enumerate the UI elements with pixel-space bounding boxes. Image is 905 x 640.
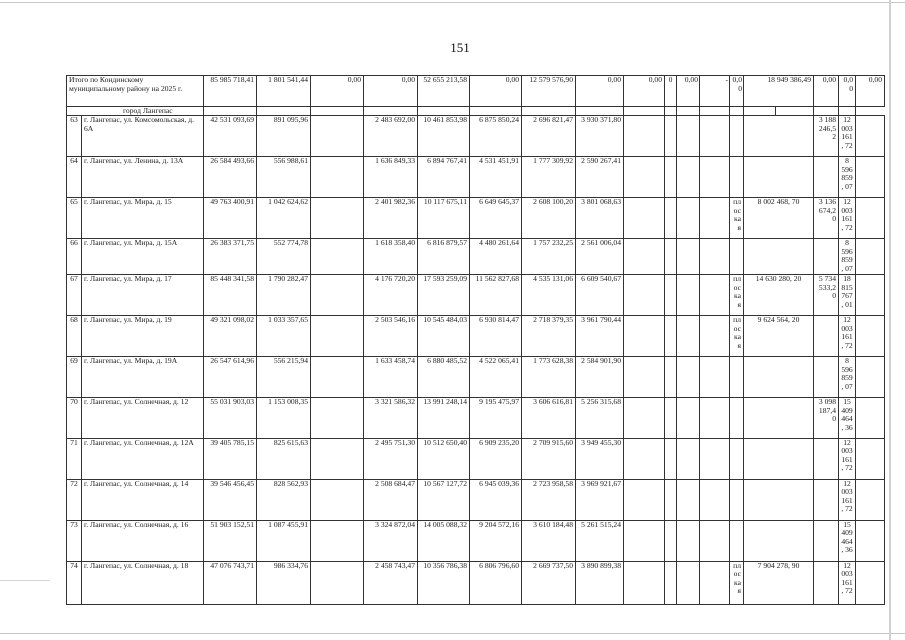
row-cell-v4: 10 567 127,72 bbox=[418, 479, 470, 520]
row-cell-v4: 14 005 088,32 bbox=[418, 520, 470, 561]
empty-cell bbox=[665, 239, 677, 275]
scan-edge-top bbox=[0, 2, 905, 3]
row-cell-v2: 891 095,96 bbox=[257, 116, 311, 157]
row-cell-v6: 2 709 915,60 bbox=[522, 438, 576, 479]
empty-cell bbox=[856, 157, 885, 198]
row-cell-v6: 2 608 100,20 bbox=[522, 198, 576, 239]
row-cell-v5: 6 930 814,47 bbox=[470, 316, 522, 357]
empty-cell bbox=[700, 275, 730, 316]
empty-cell bbox=[665, 479, 677, 520]
row-cell-v9: 15 409 464, 36 bbox=[839, 520, 856, 561]
empty-cell bbox=[665, 198, 677, 239]
row-cell-addr: г. Лангепас, ул. Солнечная, д. 16 bbox=[82, 520, 204, 561]
table-body bbox=[67, 116, 885, 605]
row-cell-v3: 2 503 546,16 bbox=[364, 316, 418, 357]
row-cell-unit: плос кая bbox=[730, 275, 744, 316]
empty-cell bbox=[856, 561, 885, 604]
empty-cell bbox=[700, 438, 730, 479]
row-cell-v1: 85 448 341,58 bbox=[204, 275, 257, 316]
row-cell-v2: 1 042 624,62 bbox=[257, 198, 311, 239]
row-cell-v4: 17 593 259,09 bbox=[418, 275, 470, 316]
empty-cell bbox=[624, 157, 665, 198]
row-cell-v7: 2 561 006,04 bbox=[576, 239, 624, 275]
empty-cell bbox=[311, 398, 364, 439]
row-cell-v1: 26 547 614,96 bbox=[204, 357, 257, 398]
empty-cell bbox=[311, 357, 364, 398]
row-cell-num: 70 bbox=[67, 398, 82, 439]
empty-cell bbox=[665, 157, 677, 198]
row-cell-v7: 3 949 455,30 bbox=[576, 438, 624, 479]
row-cell-v3: 1 633 458,74 bbox=[364, 357, 418, 398]
row-cell-v1: 39 405 785,15 bbox=[204, 438, 257, 479]
table-row bbox=[67, 198, 885, 239]
table-row bbox=[67, 116, 885, 157]
empty-cell bbox=[677, 357, 700, 398]
row-cell-v9: 8 596 859, 07 bbox=[839, 157, 856, 198]
section-header-row bbox=[67, 106, 885, 116]
row-cell-v8 bbox=[814, 438, 839, 479]
total-cell: 85 985 718,41 bbox=[204, 76, 257, 107]
row-cell-v2: 556 988,61 bbox=[257, 157, 311, 198]
row-cell-v6: 2 696 821,47 bbox=[522, 116, 576, 157]
empty-cell bbox=[677, 316, 700, 357]
row-cell-area: 8 002 468, 70 bbox=[744, 198, 814, 239]
table-row bbox=[67, 357, 885, 398]
empty-cell bbox=[856, 275, 885, 316]
empty-cell bbox=[677, 239, 700, 275]
row-cell-v4: 13 991 248,14 bbox=[418, 398, 470, 439]
empty-cell bbox=[311, 157, 364, 198]
total-cell: 12 579 576,90 bbox=[522, 76, 576, 107]
empty-cell bbox=[665, 116, 677, 157]
row-cell-v2: 825 615,63 bbox=[257, 438, 311, 479]
empty-cell bbox=[311, 239, 364, 275]
row-cell-v3: 2 483 692,00 bbox=[364, 116, 418, 157]
row-cell-addr: г. Лангепас, ул. Ленина, д. 13А bbox=[82, 157, 204, 198]
row-cell-addr: г. Лангепас, ул. Мира, д. 15А bbox=[82, 239, 204, 275]
row-cell-unit bbox=[730, 157, 744, 198]
empty-cell bbox=[700, 357, 730, 398]
row-cell-v2: 556 215,94 bbox=[257, 357, 311, 398]
row-cell-v5: 6 945 039,36 bbox=[470, 479, 522, 520]
row-cell-v8: 3 136 674,20 bbox=[814, 198, 839, 239]
empty-cell bbox=[311, 479, 364, 520]
row-cell-area bbox=[744, 157, 814, 198]
row-cell-area bbox=[744, 398, 814, 439]
empty-cell bbox=[856, 316, 885, 357]
empty-cell bbox=[624, 198, 665, 239]
row-cell-v8 bbox=[814, 520, 839, 561]
row-cell-v9: 12 003 161, 72 bbox=[839, 438, 856, 479]
row-cell-num: 64 bbox=[67, 157, 82, 198]
row-cell-v5: 6 875 850,24 bbox=[470, 116, 522, 157]
total-cell: 1 801 541,44 bbox=[257, 76, 311, 107]
row-cell-v1: 26 584 493,66 bbox=[204, 157, 257, 198]
row-cell-v7: 3 801 068,63 bbox=[576, 198, 624, 239]
row-cell-v1: 26 383 371,75 bbox=[204, 239, 257, 275]
row-cell-v4: 6 816 879,57 bbox=[418, 239, 470, 275]
row-cell-v1: 49 321 098,02 bbox=[204, 316, 257, 357]
row-cell-v5: 6 806 796,60 bbox=[470, 561, 522, 604]
row-cell-v1: 49 763 400,91 bbox=[204, 198, 257, 239]
row-cell-v9: 8 596 859, 07 bbox=[839, 239, 856, 275]
row-cell-v1: 42 531 093,69 bbox=[204, 116, 257, 157]
empty-cell bbox=[311, 438, 364, 479]
row-cell-v1: 55 031 903,03 bbox=[204, 398, 257, 439]
row-cell-v6: 1 777 309,92 bbox=[522, 157, 576, 198]
empty-cell bbox=[624, 438, 665, 479]
row-cell-v7: 5 256 315,68 bbox=[576, 398, 624, 439]
row-cell-v2: 1 153 008,35 bbox=[257, 398, 311, 439]
empty-cell bbox=[665, 275, 677, 316]
total-cell: 0,00 bbox=[470, 76, 522, 107]
empty-cell bbox=[856, 357, 885, 398]
empty-cell bbox=[677, 275, 700, 316]
empty-cell bbox=[677, 479, 700, 520]
row-cell-v4: 6 880 485,52 bbox=[418, 357, 470, 398]
row-cell-v6: 4 535 131,06 bbox=[522, 275, 576, 316]
row-cell-unit bbox=[730, 398, 744, 439]
table-row bbox=[67, 479, 885, 520]
row-cell-addr: г. Лангепас, ул. Мира, д. 15 bbox=[82, 198, 204, 239]
empty-cell bbox=[311, 561, 364, 604]
row-cell-unit bbox=[730, 239, 744, 275]
row-cell-unit bbox=[730, 357, 744, 398]
row-cell-v3: 2 508 684,47 bbox=[364, 479, 418, 520]
row-cell-v8 bbox=[814, 157, 839, 198]
row-cell-v1: 39 546 456,45 bbox=[204, 479, 257, 520]
row-cell-v1: 51 903 152,51 bbox=[204, 520, 257, 561]
row-cell-v9: 12 003 161, 72 bbox=[839, 561, 856, 604]
row-cell-num: 66 bbox=[67, 239, 82, 275]
empty-cell bbox=[700, 398, 730, 439]
row-cell-unit bbox=[730, 438, 744, 479]
row-cell-v6: 2 669 737,50 bbox=[522, 561, 576, 604]
scan-mark-left bbox=[0, 580, 50, 581]
row-cell-v2: 1 790 282,47 bbox=[257, 275, 311, 316]
row-cell-v6: 2 723 958,58 bbox=[522, 479, 576, 520]
row-cell-v1: 47 076 743,71 bbox=[204, 561, 257, 604]
row-cell-area bbox=[744, 357, 814, 398]
empty-cell bbox=[856, 239, 885, 275]
total-cell: 18 949 386,49 bbox=[744, 76, 814, 107]
row-cell-v5: 6 909 235,20 bbox=[470, 438, 522, 479]
row-cell-v4: 6 894 767,41 bbox=[418, 157, 470, 198]
empty-cell bbox=[677, 438, 700, 479]
row-cell-area: 9 624 564, 20 bbox=[744, 316, 814, 357]
row-cell-v8: 3 188 246,52 bbox=[814, 116, 839, 157]
empty-cell bbox=[624, 116, 665, 157]
empty-cell bbox=[311, 198, 364, 239]
row-cell-v2: 1 087 455,91 bbox=[257, 520, 311, 561]
empty-cell bbox=[665, 438, 677, 479]
row-cell-addr: г. Лангепас, ул. Солнечная, д. 18 bbox=[82, 561, 204, 604]
row-cell-v7: 3 969 921,67 bbox=[576, 479, 624, 520]
row-cell-v3: 4 176 720,20 bbox=[364, 275, 418, 316]
row-cell-unit bbox=[730, 479, 744, 520]
row-cell-v7: 6 609 540,67 bbox=[576, 275, 624, 316]
row-cell-v6: 1 757 232,25 bbox=[522, 239, 576, 275]
row-cell-v6: 1 773 628,38 bbox=[522, 357, 576, 398]
table-row bbox=[67, 239, 885, 275]
row-cell-addr: г. Лангепас, ул. Солнечная, д. 14 bbox=[82, 479, 204, 520]
row-cell-addr: г. Лангепас, ул. Солнечная, д. 12 bbox=[82, 398, 204, 439]
page-number: 151 bbox=[450, 40, 470, 55]
row-cell-v4: 10 461 853,98 bbox=[418, 116, 470, 157]
row-cell-v4: 10 545 484,03 bbox=[418, 316, 470, 357]
row-cell-v3: 3 321 586,32 bbox=[364, 398, 418, 439]
total-cell: 0,00 bbox=[364, 76, 418, 107]
row-cell-v7: 2 584 901,90 bbox=[576, 357, 624, 398]
row-cell-v8: 5 734 533,20 bbox=[814, 275, 839, 316]
row-cell-v9: 12 003 161, 72 bbox=[839, 116, 856, 157]
scan-edge-right bbox=[889, 0, 891, 640]
empty-cell bbox=[665, 316, 677, 357]
row-cell-area bbox=[744, 239, 814, 275]
row-cell-v3: 1 636 849,33 bbox=[364, 157, 418, 198]
total-cell: 0,00 bbox=[814, 76, 839, 107]
row-cell-v4: 10 356 786,38 bbox=[418, 561, 470, 604]
row-cell-v9: 12 003 161, 72 bbox=[839, 198, 856, 239]
total-cell: 0,00 bbox=[730, 76, 744, 107]
row-cell-v5: 6 649 645,37 bbox=[470, 198, 522, 239]
row-cell-v7: 2 590 267,41 bbox=[576, 157, 624, 198]
table-row bbox=[67, 520, 885, 561]
empty-cell bbox=[311, 275, 364, 316]
row-cell-v7: 3 890 899,38 bbox=[576, 561, 624, 604]
row-cell-num: 65 bbox=[67, 198, 82, 239]
row-cell-num: 63 bbox=[67, 116, 82, 157]
row-cell-v6: 3 606 616,81 bbox=[522, 398, 576, 439]
row-cell-v8 bbox=[814, 239, 839, 275]
empty-cell bbox=[677, 520, 700, 561]
row-cell-v4: 10 512 650,40 bbox=[418, 438, 470, 479]
row-cell-v8: 3 098 187,40 bbox=[814, 398, 839, 439]
row-cell-num: 74 bbox=[67, 561, 82, 604]
row-cell-v2: 986 334,76 bbox=[257, 561, 311, 604]
row-cell-v5: 4 531 451,91 bbox=[470, 157, 522, 198]
empty-cell bbox=[700, 239, 730, 275]
empty-cell bbox=[665, 357, 677, 398]
row-cell-num: 67 bbox=[67, 275, 82, 316]
empty-cell bbox=[700, 116, 730, 157]
empty-cell bbox=[665, 520, 677, 561]
total-cell: 0,00 bbox=[677, 76, 700, 107]
row-cell-area: 7 904 278, 90 bbox=[744, 561, 814, 604]
row-cell-v8 bbox=[814, 561, 839, 604]
empty-cell bbox=[677, 198, 700, 239]
empty-cell bbox=[624, 316, 665, 357]
empty-cell bbox=[624, 561, 665, 604]
row-cell-v9: 15 409 464, 36 bbox=[839, 398, 856, 439]
row-cell-v2: 552 774,78 bbox=[257, 239, 311, 275]
row-cell-area bbox=[744, 479, 814, 520]
table-row bbox=[67, 398, 885, 439]
row-cell-area bbox=[744, 438, 814, 479]
row-cell-v6: 2 718 379,35 bbox=[522, 316, 576, 357]
row-cell-addr: г. Лангепас, ул. Мира, д. 19 bbox=[82, 316, 204, 357]
empty-cell bbox=[856, 398, 885, 439]
empty-cell bbox=[677, 116, 700, 157]
total-cell: 0,00 bbox=[311, 76, 364, 107]
empty-cell bbox=[856, 198, 885, 239]
row-cell-v3: 1 618 358,40 bbox=[364, 239, 418, 275]
total-cell: 0,00 bbox=[839, 76, 856, 107]
row-cell-v8 bbox=[814, 316, 839, 357]
empty-cell bbox=[700, 561, 730, 604]
empty-cell bbox=[311, 520, 364, 561]
row-cell-v4: 10 117 675,11 bbox=[418, 198, 470, 239]
row-cell-v9: 18 815 767, 01 bbox=[839, 275, 856, 316]
row-cell-addr: г. Лангепас, ул. Мира, д. 19А bbox=[82, 357, 204, 398]
row-cell-v5: 4 522 065,41 bbox=[470, 357, 522, 398]
row-cell-unit: плос кая bbox=[730, 561, 744, 604]
total-cell: 0,00 bbox=[576, 76, 624, 107]
empty-cell bbox=[700, 479, 730, 520]
empty-cell bbox=[700, 157, 730, 198]
empty-cell bbox=[665, 398, 677, 439]
empty-cell bbox=[624, 479, 665, 520]
row-cell-addr: г. Лангепас, ул. Комсомольская, д. 6А bbox=[82, 116, 204, 157]
row-cell-addr: г. Лангепас, ул. Мира, д. 17 bbox=[82, 275, 204, 316]
table-row bbox=[67, 275, 885, 316]
empty-cell bbox=[665, 561, 677, 604]
empty-cell bbox=[677, 157, 700, 198]
row-cell-unit: плос кая bbox=[730, 316, 744, 357]
row-cell-v5: 11 562 827,68 bbox=[470, 275, 522, 316]
empty-cell bbox=[856, 116, 885, 157]
empty-cell bbox=[624, 275, 665, 316]
total-cell: - bbox=[700, 76, 730, 107]
row-cell-v3: 2 495 751,30 bbox=[364, 438, 418, 479]
row-cell-v8 bbox=[814, 357, 839, 398]
row-cell-v7: 3 961 790,44 bbox=[576, 316, 624, 357]
row-cell-unit bbox=[730, 116, 744, 157]
row-cell-unit bbox=[730, 520, 744, 561]
row-cell-v5: 9 195 475,97 bbox=[470, 398, 522, 439]
total-row bbox=[67, 76, 885, 107]
table-row bbox=[67, 157, 885, 198]
table-row bbox=[67, 438, 885, 479]
row-cell-v9: 12 003 161, 72 bbox=[839, 316, 856, 357]
row-cell-num: 73 bbox=[67, 520, 82, 561]
row-cell-addr: г. Лангепас, ул. Солнечная, д. 12А bbox=[82, 438, 204, 479]
table-row bbox=[67, 316, 885, 357]
row-cell-unit: плос кая bbox=[730, 198, 744, 239]
total-cell: 52 655 213,58 bbox=[418, 76, 470, 107]
empty-cell bbox=[624, 357, 665, 398]
row-cell-num: 69 bbox=[67, 357, 82, 398]
row-cell-v2: 1 033 357,65 bbox=[257, 316, 311, 357]
empty-cell bbox=[856, 479, 885, 520]
total-cell: 0,00 bbox=[624, 76, 665, 107]
empty-cell bbox=[624, 520, 665, 561]
empty-cell bbox=[624, 239, 665, 275]
row-cell-v9: 8 596 859, 07 bbox=[839, 357, 856, 398]
section-title: город Лангепас bbox=[67, 106, 204, 116]
row-cell-num: 71 bbox=[67, 438, 82, 479]
row-cell-v6: 3 610 184,48 bbox=[522, 520, 576, 561]
row-cell-num: 72 bbox=[67, 479, 82, 520]
empty-cell bbox=[311, 116, 364, 157]
table-row bbox=[67, 561, 885, 604]
row-cell-area bbox=[744, 116, 814, 157]
row-cell-area: 14 630 280, 20 bbox=[744, 275, 814, 316]
row-cell-v5: 9 204 572,16 bbox=[470, 520, 522, 561]
empty-cell bbox=[700, 198, 730, 239]
empty-cell bbox=[677, 398, 700, 439]
row-cell-v3: 3 324 872,04 bbox=[364, 520, 418, 561]
row-cell-v8 bbox=[814, 479, 839, 520]
empty-cell bbox=[311, 316, 364, 357]
total-cell: 0,00 bbox=[856, 76, 885, 107]
row-cell-v2: 828 562,93 bbox=[257, 479, 311, 520]
row-cell-v3: 2 401 982,36 bbox=[364, 198, 418, 239]
empty-cell bbox=[856, 520, 885, 561]
row-cell-v7: 5 261 515,24 bbox=[576, 520, 624, 561]
row-cell-area bbox=[744, 520, 814, 561]
total-label: Итого по Кондинскому муниципальному району на 2025 г. bbox=[67, 76, 204, 107]
empty-cell bbox=[624, 398, 665, 439]
empty-cell bbox=[856, 438, 885, 479]
row-cell-v5: 4 480 261,64 bbox=[470, 239, 522, 275]
budget-table bbox=[66, 75, 885, 605]
total-cell: 0 bbox=[665, 76, 677, 107]
empty-cell bbox=[677, 561, 700, 604]
empty-cell bbox=[700, 316, 730, 357]
row-cell-v3: 2 458 743,47 bbox=[364, 561, 418, 604]
row-cell-num: 68 bbox=[67, 316, 82, 357]
scan-edge-bottom bbox=[0, 633, 905, 634]
empty-cell bbox=[700, 520, 730, 561]
row-cell-v9: 12 003 161, 72 bbox=[839, 479, 856, 520]
row-cell-v7: 3 930 371,80 bbox=[576, 116, 624, 157]
